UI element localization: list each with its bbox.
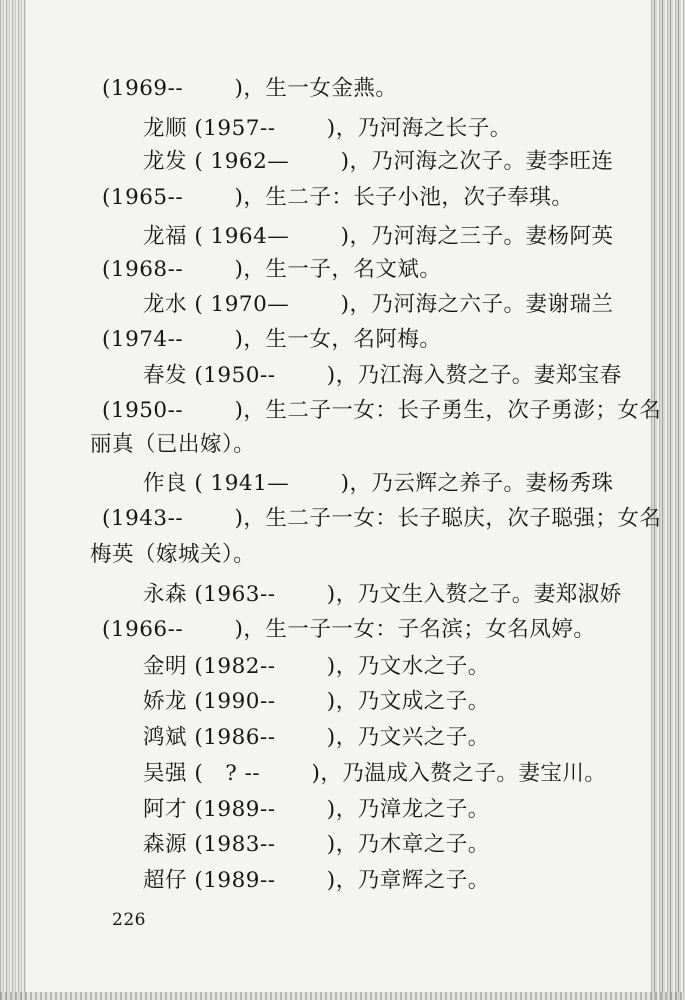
text-line: (1966-- )，生一子一女：子名滨；女名凤婷。 <box>102 617 596 642</box>
text-line: 龙顺 (1957-- )，乃河海之长子。 <box>143 116 512 141</box>
text-line: 作良 ( 1941— )，乃云辉之养子。妻杨秀珠 <box>143 471 614 496</box>
text-line: 森源 (1983-- )，乃木章之子。 <box>143 832 490 857</box>
text-line: 春发 (1950-- )，乃江海入赘之子。妻郑宝春 <box>143 363 622 388</box>
text-line: (1968-- )，生一子，名文斌。 <box>102 257 442 282</box>
text-line: 阿才 (1989-- )，乃漳龙之子。 <box>143 797 490 822</box>
text-line: 超仔 (1989-- )，乃章辉之子。 <box>143 868 490 893</box>
text-line: 娇龙 (1990-- )，乃文成之子。 <box>143 689 490 714</box>
text-line: 金明 (1982-- )，乃文水之子。 <box>143 654 490 679</box>
text-line: (1943-- )，生二子一女：长子聪庆，次子聪强；女名 <box>102 506 662 531</box>
text-line: 龙发 ( 1962— )，乃河海之次子。妻李旺连 <box>143 149 614 174</box>
scan-edge-bottom <box>0 992 685 1000</box>
page-number: 226 <box>112 910 146 930</box>
text-line: 吴强 ( ? -- )，乃温成入赘之子。妻宝川。 <box>143 761 607 786</box>
text-line: 鸿斌 (1986-- )，乃文兴之子。 <box>143 725 490 750</box>
text-line: 龙福 ( 1964— )，乃河海之三子。妻杨阿英 <box>143 224 614 249</box>
scan-edge-left <box>0 0 26 1000</box>
text-line: 龙水 ( 1970— )，乃河海之六子。妻谢瑞兰 <box>143 292 614 317</box>
text-line: (1965-- )，生二子：长子小池，次子奉琪。 <box>102 185 574 210</box>
text-line: 永森 (1963-- )，乃文生入赘之子。妻郑淑娇 <box>143 582 622 607</box>
text-line: 丽真（已出嫁）。 <box>90 432 256 457</box>
text-line: (1950-- )，生二子一女：长子勇生，次子勇澎；女名 <box>102 398 662 423</box>
text-line: 梅英（嫁城关）。 <box>90 542 256 567</box>
text-line: (1974-- )，生一女，名阿梅。 <box>102 327 442 352</box>
text-line: (1969-- )，生一女金燕。 <box>102 76 398 101</box>
